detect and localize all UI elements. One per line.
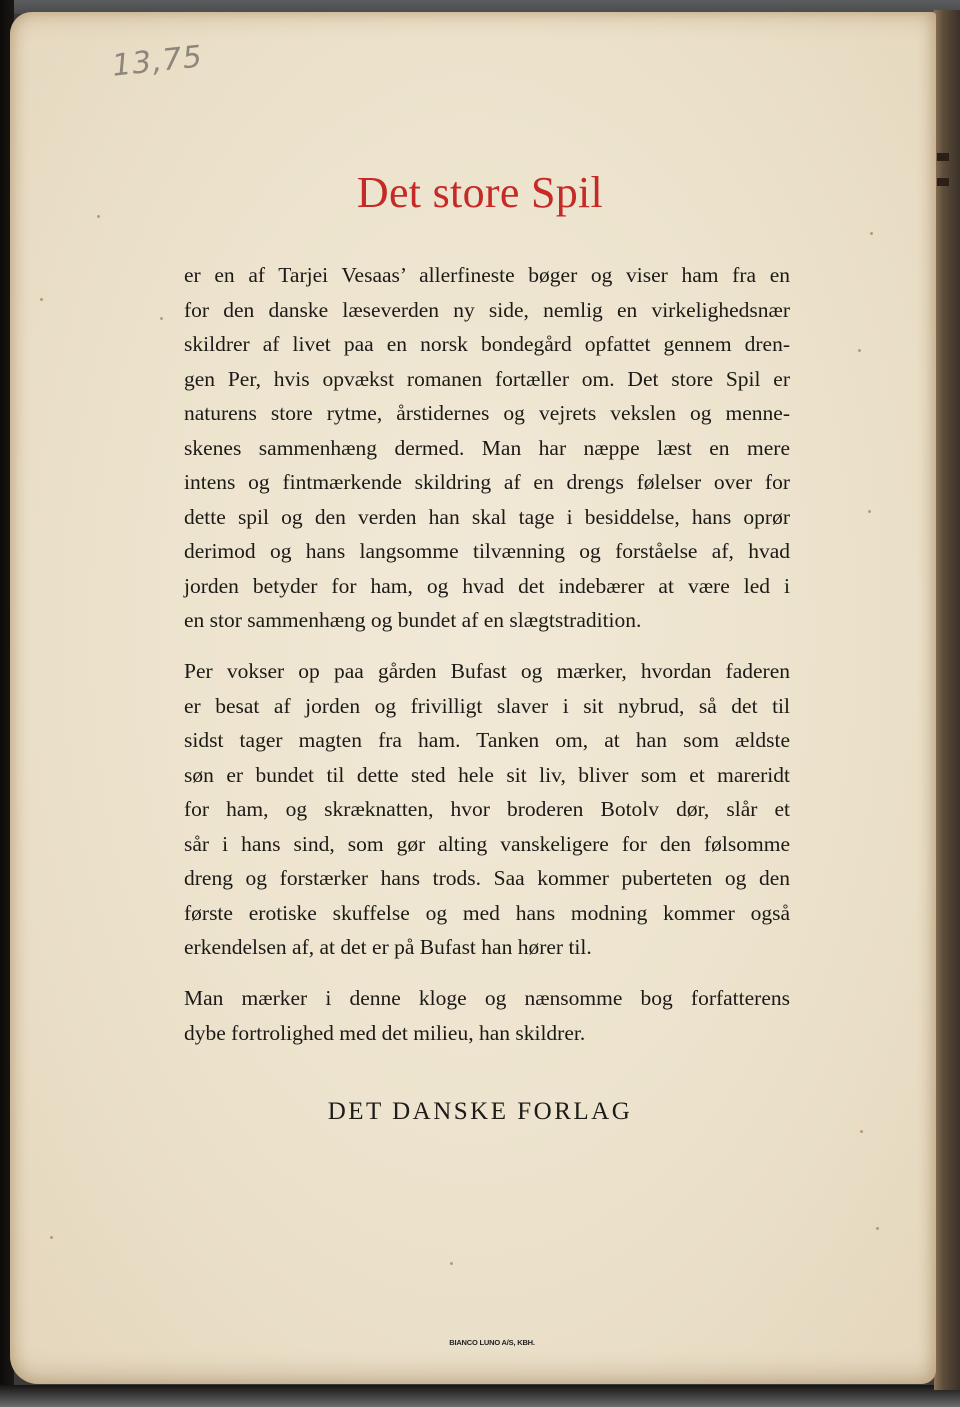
paper-speck [876,1227,879,1230]
text-line: erkendelsen af, at det er på Bufast han hører til. [184,935,592,959]
paper-speck [450,1262,453,1265]
text-line: første erotiske skuffelse og med hans modning kommer også [184,900,790,925]
paper-speck [860,1130,863,1133]
text-line: er besat af jorden og frivilligt slaver i sit nybrud, så det til [184,693,790,718]
publisher-name: DET DANSKE FORLAG [327,1098,633,1125]
book-title: Det store Spil [356,168,604,217]
text-line: Per vokser op paa gården Bufast og mærker, hvordan faderen [184,659,790,683]
description-paragraph-2 [184,654,790,965]
pencil-price-note: 13,75 [110,39,205,84]
text-line: sår i hans sind, som gør alting vanskeligere for den følsomme [184,831,790,856]
text-line: jorden betyder for ham, og hvad det indebærer at være led i [184,573,790,598]
text-line: dybe fortrolighed med det milieu, han skildrer. [184,1020,586,1045]
scan-background-bottom [0,1385,960,1407]
text-line: derimod og hans langsomme tilvænning og forståelse af, hvad [184,539,790,563]
text-line: for den danske læseverden ny side, nemlig en virkelighedsnær [184,297,790,322]
text-line: dreng og forstærker hans trods. Saa kommer puberteten og den [184,866,790,890]
text-line: skildrer af livet paa en norsk bondegård opfattet gennem dren- [184,332,790,356]
text-line: er en af Tarjei Vesaas’ allerfineste bøger og viser ham fra en [184,263,790,287]
printer-imprint: BIANCO LUNO A/S, KBH. [449,1338,535,1347]
description-paragraph-3 [184,981,790,1050]
paper-speck [160,317,163,320]
text-line: dette spil og den verden han skal tage i besiddelse, hans oprør [184,504,790,529]
text-line: sidst tager magten fra ham. Tanken om, at han som ældste [184,728,790,752]
paper-speck [858,349,861,352]
paper-speck [40,298,43,301]
paper-speck [50,1236,53,1239]
paper-speck [870,232,873,235]
text-line: intens og fintmærkende skildring af en drengs følelser over for [184,470,790,494]
paper-speck [868,510,871,513]
spine-mark [937,153,949,161]
text-line: for ham, og skræknatten, hvor broderen Botolv dør, slår et [184,797,790,821]
text-line: gen Per, hvis opvækst romanen fortæller om. Det store Spil er [184,366,790,391]
text-line: naturens store rytme, årstidernes og vejrets vekslen og menne- [184,401,790,425]
text-line: Man mærker i denne kloge og nænsomme bog forfatterens [184,986,790,1010]
description-paragraph-1 [184,258,790,638]
text-line: skenes sammenhæng dermed. Man har næppe læst en mere [184,435,790,460]
text-line: en stor sammenhæng og bundet af en slægtstradition. [184,608,642,632]
text-line: søn er bundet til dette sted hele sit liv, bliver som et mareridt [184,762,790,787]
